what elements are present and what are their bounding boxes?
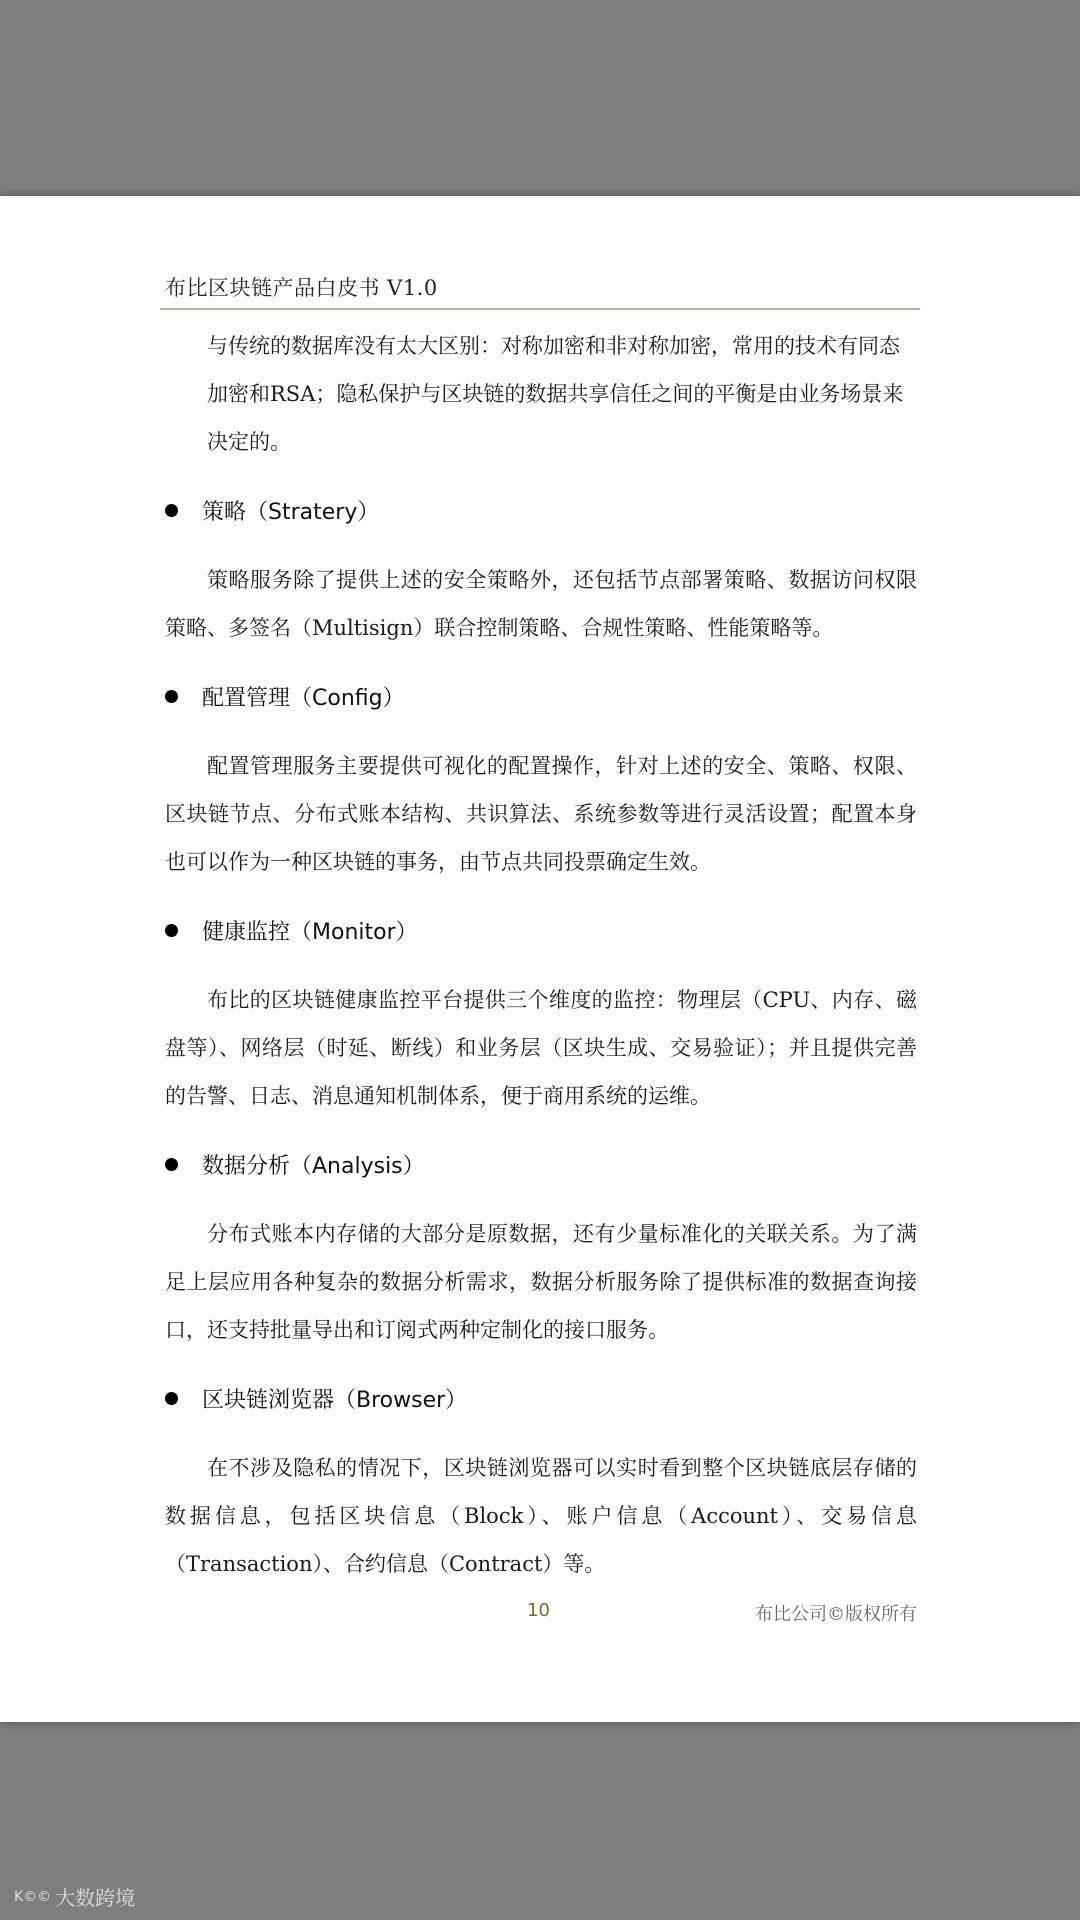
bullet-icon xyxy=(165,690,178,703)
section-heading-analysis xyxy=(165,1140,917,1188)
bullet-icon xyxy=(165,924,178,937)
section-heading-config xyxy=(165,672,917,720)
watermark-logo-icon: K©© xyxy=(14,1888,52,1905)
section-body-browser: 在不涉及隐私的情况下，区块链浏览器可以实时看到整个区块链底层存储的数据信息，包括区块信息（Block）、账户信息（Account）、交易信息（Transaction）、合约信息（Contract）等。 xyxy=(165,1456,917,1576)
section-heading-text: 健康监控（Monitor） xyxy=(202,919,418,945)
section-body-analysis: 分布式账本内存储的大部分是原数据，还有少量标准化的关联关系。为了满足上层应用各种复杂的数据分析需求，数据分析服务除了提供标准的数据查询接口，还支持批量导出和订阅式两种定制化的接口服务。 xyxy=(165,1222,917,1342)
section-heading-monitor xyxy=(165,906,917,954)
intro-line-3: 决定的。 xyxy=(207,430,291,454)
watermark xyxy=(14,1882,135,1911)
page-number: 10 xyxy=(527,1600,550,1621)
bullet-icon xyxy=(165,504,178,517)
section-heading-browser xyxy=(165,1374,917,1422)
watermark-text: 大数跨境 xyxy=(55,1886,136,1910)
section-heading-text: 策略（Stratery） xyxy=(202,499,380,525)
section-heading-strategy xyxy=(165,486,917,534)
document-page xyxy=(0,196,1080,1722)
section-heading-text: 区块链浏览器（Browser） xyxy=(202,1387,468,1413)
bullet-icon xyxy=(165,1392,178,1405)
intro-line-1: 与传统的数据库没有太大区别：对称加密和非对称加密，常用的技术有同态 xyxy=(207,334,900,358)
intro-line-2: 加密和RSA；隐私保护与区块链的数据共享信任之间的平衡是由业务场景来 xyxy=(207,382,904,406)
section-body-monitor: 布比的区块链健康监控平台提供三个维度的监控：物理层（CPU、内存、磁盘等）、网络层（时延、断线）和业务层（区块生成、交易验证）；并且提供完善的告警、日志、消息通知机制体系，便于商用系统的运维。 xyxy=(165,988,917,1108)
section-body-strategy: 策略服务除了提供上述的安全策略外，还包括节点部署策略、数据访问权限策略、多签名（Multisign）联合控制策略、合规性策略、性能策略等。 xyxy=(165,568,917,640)
bullet-icon xyxy=(165,1158,178,1171)
section-heading-text: 配置管理（Config） xyxy=(202,685,405,711)
section-body-config: 配置管理服务主要提供可视化的配置操作，针对上述的安全、策略、权限、区块链节点、分布式账本结构、共识算法、系统参数等进行灵活设置；配置本身也可以作为一种区块链的事务，由节点共同投票确定生效。 xyxy=(165,754,917,874)
header-divider xyxy=(160,308,920,310)
page-content xyxy=(165,322,917,1588)
page-header-title: 布比区块链产品白皮书 V1.0 xyxy=(165,276,438,300)
copyright-notice: 布比公司©版权所有 xyxy=(755,1604,917,1625)
section-heading-text: 数据分析（Analysis） xyxy=(202,1153,425,1179)
